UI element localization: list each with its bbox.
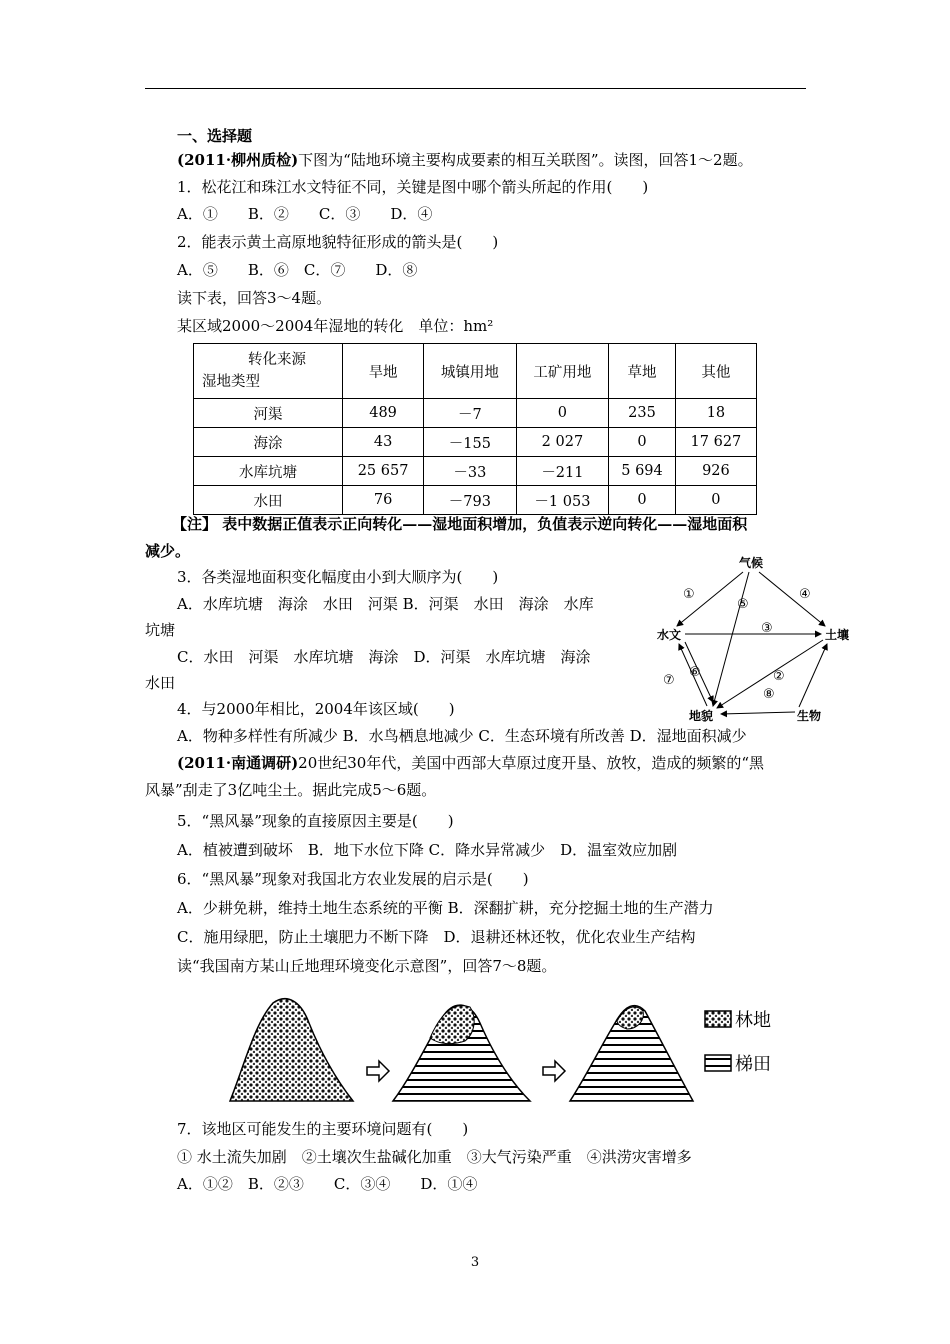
hill-stage-3 bbox=[570, 1006, 693, 1101]
table-cell: 5 694 bbox=[609, 457, 676, 486]
table-cell: 926 bbox=[675, 457, 756, 486]
table-caption: 某区域2000～2004年湿地的转化 单位：hm² bbox=[177, 317, 494, 335]
label-1: ① bbox=[683, 587, 695, 602]
q3-options-ab-cont: 坑塘 bbox=[145, 621, 176, 639]
table-cell: 235 bbox=[609, 399, 676, 428]
corner-bottom: 湿地类型 bbox=[202, 374, 260, 390]
table-row bbox=[194, 428, 757, 457]
node-hydrology: 水文 bbox=[657, 628, 682, 642]
row-label: 水库坑塘 bbox=[194, 457, 343, 486]
table-row bbox=[194, 457, 757, 486]
hill-change-figure bbox=[225, 993, 805, 1105]
table-cell: 18 bbox=[675, 399, 756, 428]
intro-q5-6-cont: 风暴”刮走了3亿吨尘土。据此完成5～6题。 bbox=[145, 781, 437, 799]
row-label: 海涂 bbox=[194, 428, 343, 457]
q6-stem: 6．“黑风暴”现象对我国北方农业发展的启示是( ) bbox=[177, 870, 529, 888]
col-header: 其他 bbox=[675, 344, 756, 399]
label-3: ③ bbox=[761, 621, 773, 636]
table-cell: 76 bbox=[343, 486, 424, 515]
node-soil: 土壤 bbox=[825, 628, 850, 642]
table-cell: 0 bbox=[609, 486, 676, 515]
legend-terrace-label: 梯田 bbox=[735, 1054, 771, 1075]
section-title: 一、选择题 bbox=[177, 127, 253, 145]
table-note: 【注】 表中数据正值表示正向转化——湿地面积增加，负值表示逆向转化——湿地面积 bbox=[172, 515, 748, 533]
q1-stem: 1．松花江和珠江水文特征不同，关键是图中哪个箭头所起的作用( ) bbox=[177, 178, 649, 196]
label-8: ⑧ bbox=[763, 687, 775, 702]
table-cell: 0 bbox=[516, 399, 609, 428]
arrow-4 bbox=[759, 572, 825, 626]
label-2: ② bbox=[773, 669, 785, 684]
table-corner-cell bbox=[194, 344, 343, 399]
intro-q1-2-text: 下图为“陆地环境主要构成要素的相互关联图”。读图，回答1～2题。 bbox=[298, 151, 753, 169]
q2-options: A．⑤ B．⑥ C．⑦ D．⑧ bbox=[177, 261, 418, 279]
legend-forest-label: 林地 bbox=[735, 1010, 771, 1031]
table-cell: －33 bbox=[424, 457, 517, 486]
table-row bbox=[194, 486, 757, 515]
table-cell: －1 053 bbox=[516, 486, 609, 515]
q3-options-ab: A．水库坑塘 海涂 水田 河渠 B．河渠 水田 海涂 水库 bbox=[177, 595, 594, 613]
q2-stem: 2．能表示黄土高原地貌特征形成的箭头是( ) bbox=[177, 233, 499, 251]
source-liuzhou: (2011·柳州质检) bbox=[177, 151, 299, 169]
node-landform: 地貌 bbox=[689, 709, 714, 723]
table-row bbox=[194, 399, 757, 428]
table-cell: －7 bbox=[424, 399, 517, 428]
q4-stem: 4．与2000年相比，2004年该区域( ) bbox=[177, 700, 455, 718]
table-cell: 0 bbox=[675, 486, 756, 515]
table-cell: 17 627 bbox=[675, 428, 756, 457]
q7-options: A．①② B．②③ C．③④ D．①④ bbox=[177, 1175, 478, 1193]
q7-items: ① 水土流失加剧 ②土壤次生盐碱化加重 ③大气污染严重 ④洪涝灾害增多 bbox=[177, 1148, 692, 1166]
q3-stem: 3．各类湿地面积变化幅度由小到大顺序为( ) bbox=[177, 568, 499, 586]
table-note-cont: 减少。 bbox=[145, 542, 191, 560]
label-7: ⑦ bbox=[663, 673, 675, 688]
header-rule bbox=[145, 88, 806, 89]
arrow-biology-soil bbox=[799, 644, 827, 707]
node-biology: 生物 bbox=[797, 709, 822, 723]
corner-top: 转化来源 bbox=[248, 352, 306, 368]
col-header: 城镇用地 bbox=[424, 344, 517, 399]
arrow-8 bbox=[721, 712, 795, 714]
environment-relation-diagram bbox=[655, 552, 885, 724]
flow-arrow-2 bbox=[543, 1061, 565, 1081]
table-cell: 43 bbox=[343, 428, 424, 457]
table-cell: －211 bbox=[516, 457, 609, 486]
table-cell: 489 bbox=[343, 399, 424, 428]
q3-options-cd: C．水田 河渠 水库坑塘 海涂 D．河渠 水库坑塘 海涂 bbox=[177, 648, 591, 666]
table-header-row bbox=[194, 344, 757, 399]
source-nantong: (2011·南通调研) bbox=[177, 754, 299, 772]
intro-q5-6-text: 20世纪30年代，美国中西部大草原过度开垦、放牧，造成的频繁的“黑 bbox=[298, 754, 765, 772]
node-climate: 气候 bbox=[739, 556, 764, 570]
label-6: ⑥ bbox=[689, 665, 701, 680]
flow-arrow-1 bbox=[367, 1061, 389, 1081]
legend-forest-swatch bbox=[705, 1011, 731, 1027]
q7-stem: 7．该地区可能发生的主要环境问题有( ) bbox=[177, 1120, 469, 1138]
q4-options: A．物种多样性有所减少 B．水鸟栖息地减少 C．生态环境有所改善 D．湿地面积减少 bbox=[177, 727, 747, 745]
q5-stem: 5．“黑风暴”现象的直接原因主要是( ) bbox=[177, 812, 454, 830]
col-header: 旱地 bbox=[343, 344, 424, 399]
q6-options-cd: C．施用绿肥，防止土壤肥力不断下降 D．退耕还林还牧，优化农业生产结构 bbox=[177, 928, 696, 946]
q3-options-cd-cont: 水田 bbox=[145, 674, 176, 692]
hill-stage-1 bbox=[230, 999, 353, 1101]
intro-q1-2 bbox=[177, 150, 753, 170]
page-number: 3 bbox=[470, 1255, 480, 1270]
table-cell: －155 bbox=[424, 428, 517, 457]
label-4: ④ bbox=[799, 587, 811, 602]
label-5: ⑤ bbox=[737, 597, 749, 612]
col-header: 工矿用地 bbox=[516, 344, 609, 399]
row-label: 水田 bbox=[194, 486, 343, 515]
q1-options: A．① B．② C．③ D．④ bbox=[177, 205, 433, 223]
legend-terrace-swatch bbox=[705, 1055, 731, 1071]
row-label: 河渠 bbox=[194, 399, 343, 428]
table-cell: 2 027 bbox=[516, 428, 609, 457]
q6-options-ab: A．少耕免耕，维持土地生态系统的平衡 B．深翻扩耕，充分挖掘土地的生产潜力 bbox=[177, 899, 714, 917]
intro-q5-6 bbox=[177, 753, 764, 773]
intro-q3-4: 读下表，回答3～4题。 bbox=[177, 289, 332, 307]
col-header: 草地 bbox=[609, 344, 676, 399]
legend bbox=[705, 1010, 771, 1075]
table-cell: 0 bbox=[609, 428, 676, 457]
hill-stage-2 bbox=[393, 1005, 530, 1101]
q5-options: A．植被遭到破坏 B．地下水位下降 C．降水异常减少 D．温室效应加剧 bbox=[177, 841, 678, 859]
intro-q7-8: 读“我国南方某山丘地理环境变化示意图”，回答7～8题。 bbox=[177, 957, 557, 975]
table-cell: 25 657 bbox=[343, 457, 424, 486]
wetland-table bbox=[193, 343, 757, 515]
table-cell: －793 bbox=[424, 486, 517, 515]
